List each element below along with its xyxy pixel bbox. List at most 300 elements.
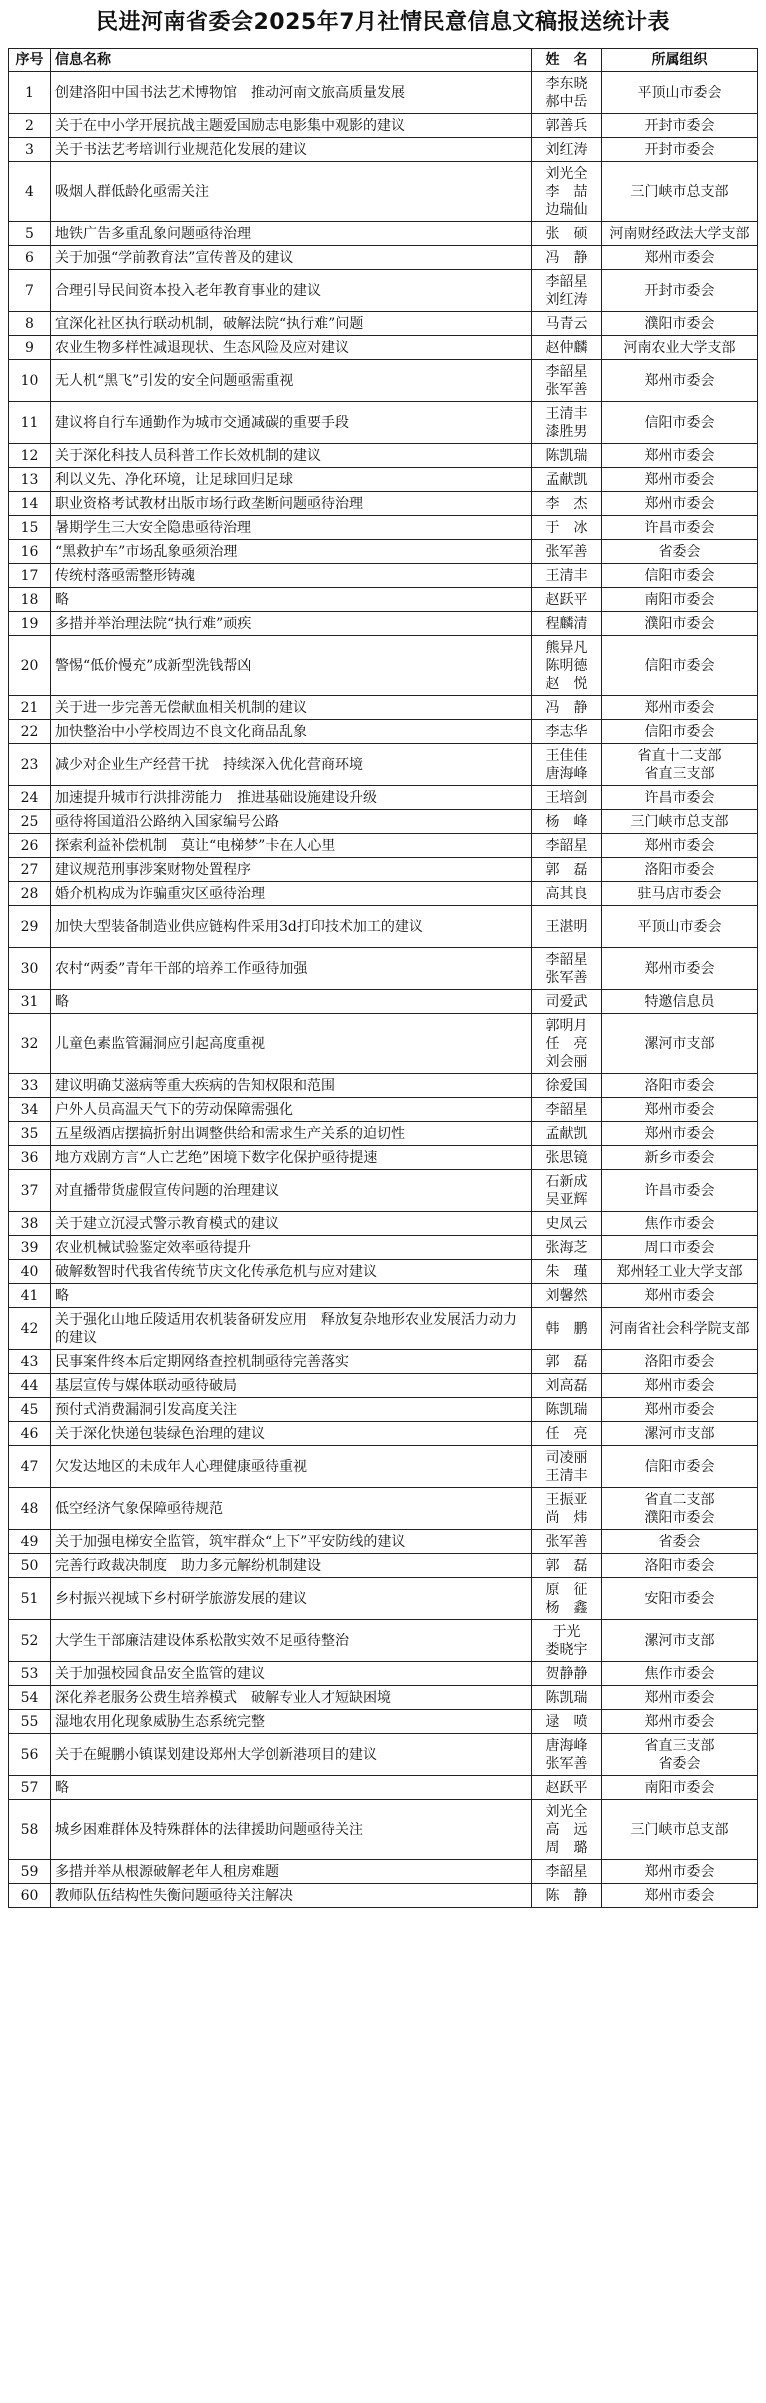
row-name: 李志华 [532, 720, 602, 744]
table-row [9, 990, 758, 1014]
row-name: 张 硕 [532, 222, 602, 246]
row-title: 关于加强“学前教育法”宣传普及的建议 [51, 246, 532, 270]
row-organization: 开封市委会 [602, 114, 758, 138]
row-organization: 漯河市支部 [602, 1620, 758, 1662]
row-organization: 郑州市委会 [602, 246, 758, 270]
row-number: 52 [9, 1620, 51, 1662]
row-name: 孟献凯 [532, 1122, 602, 1146]
row-title: 关于在鲲鹏小镇谋划建设郑州大学创新港项目的建议 [51, 1734, 532, 1776]
row-name: 于光 娄晓宇 [532, 1620, 602, 1662]
row-name: 王清丰 [532, 564, 602, 588]
row-name: 郭 磊 [532, 1554, 602, 1578]
table-row [9, 1260, 758, 1284]
table-row [9, 1422, 758, 1446]
table-row [9, 696, 758, 720]
row-name: 高其良 [532, 882, 602, 906]
table-row [9, 444, 758, 468]
row-name: 程麟清 [532, 612, 602, 636]
row-organization: 郑州市委会 [602, 834, 758, 858]
row-organization: 省直二支部 濮阳市委会 [602, 1488, 758, 1530]
row-name: 马青云 [532, 312, 602, 336]
row-number: 30 [9, 948, 51, 990]
table-row [9, 138, 758, 162]
row-organization: 漯河市支部 [602, 1422, 758, 1446]
table-row [9, 540, 758, 564]
row-organization: 郑州市委会 [602, 468, 758, 492]
row-number: 13 [9, 468, 51, 492]
table-row [9, 270, 758, 312]
row-name: 郭 磊 [532, 1350, 602, 1374]
row-organization: 河南农业大学支部 [602, 336, 758, 360]
header-title: 信息名称 [51, 49, 532, 72]
row-title: 略 [51, 990, 532, 1014]
row-organization: 省直十二支部 省直三支部 [602, 744, 758, 786]
row-name: 张军善 [532, 540, 602, 564]
table-row [9, 636, 758, 696]
row-organization: 濮阳市委会 [602, 312, 758, 336]
row-number: 37 [9, 1170, 51, 1212]
row-title: 建议明确艾滋病等重大疾病的告知权限和范围 [51, 1074, 532, 1098]
row-number: 1 [9, 72, 51, 114]
row-number: 15 [9, 516, 51, 540]
row-name: 赵跃平 [532, 1776, 602, 1800]
row-name: 李韶星 张军善 [532, 948, 602, 990]
row-name: 冯 静 [532, 696, 602, 720]
row-title: 低空经济气象保障亟待规范 [51, 1488, 532, 1530]
row-title: 多措并举从根源破解老年人租房难题 [51, 1860, 532, 1884]
row-organization: 郑州市委会 [602, 1398, 758, 1422]
row-title: 农业机械试验鉴定效率亟待提升 [51, 1236, 532, 1260]
row-organization: 许昌市委会 [602, 786, 758, 810]
row-name: 于 冰 [532, 516, 602, 540]
header-organization: 所属组织 [602, 49, 758, 72]
row-name: 任 亮 [532, 1422, 602, 1446]
row-title: 关于书法艺考培训行业规范化发展的建议 [51, 138, 532, 162]
row-title: 略 [51, 588, 532, 612]
row-number: 49 [9, 1530, 51, 1554]
row-title: 关于建立沉浸式警示教育模式的建议 [51, 1212, 532, 1236]
row-number: 22 [9, 720, 51, 744]
table-row [9, 114, 758, 138]
row-organization: 新乡市委会 [602, 1146, 758, 1170]
row-name: 李 杰 [532, 492, 602, 516]
row-title: 婚介机构成为诈骗重灾区亟待治理 [51, 882, 532, 906]
table-row [9, 720, 758, 744]
row-title: 略 [51, 1776, 532, 1800]
table-row [9, 1098, 758, 1122]
row-title: 农村“两委”青年干部的培养工作亟待加强 [51, 948, 532, 990]
row-title: 传统村落亟需整形铸魂 [51, 564, 532, 588]
table-row [9, 246, 758, 270]
row-name: 逯 喷 [532, 1710, 602, 1734]
table-row [9, 882, 758, 906]
row-name: 贺静静 [532, 1662, 602, 1686]
row-title: 农业生物多样性减退现状、生态风险及应对建议 [51, 336, 532, 360]
row-name: 李韶星 [532, 1860, 602, 1884]
row-organization: 洛阳市委会 [602, 858, 758, 882]
table-row [9, 360, 758, 402]
row-title: 儿童色素监管漏洞应引起高度重视 [51, 1014, 532, 1074]
table-row [9, 516, 758, 540]
row-number: 50 [9, 1554, 51, 1578]
row-title: 乡村振兴视域下乡村研学旅游发展的建议 [51, 1578, 532, 1620]
row-organization: 三门峡市总支部 [602, 810, 758, 834]
row-organization: 安阳市委会 [602, 1578, 758, 1620]
row-title: 亟待将国道沿公路纳入国家编号公路 [51, 810, 532, 834]
row-organization: 漯河市支部 [602, 1014, 758, 1074]
table-row [9, 1776, 758, 1800]
row-organization: 三门峡市总支部 [602, 1800, 758, 1860]
table-row [9, 1398, 758, 1422]
row-title: 关于加强校园食品安全监管的建议 [51, 1662, 532, 1686]
table-row [9, 72, 758, 114]
table-row [9, 564, 758, 588]
row-title: 湿地农用化现象威胁生态系统完整 [51, 1710, 532, 1734]
row-organization: 郑州市委会 [602, 1284, 758, 1308]
row-title: 利以义先、净化环境，让足球回归足球 [51, 468, 532, 492]
row-number: 31 [9, 990, 51, 1014]
row-title: 地铁广告多重乱象问题亟待治理 [51, 222, 532, 246]
row-organization: 信阳市委会 [602, 402, 758, 444]
row-organization: 信阳市委会 [602, 636, 758, 696]
row-title: 关于进一步完善无偿献血相关机制的建议 [51, 696, 532, 720]
row-title: 加快大型装备制造业供应链构件采用3d打印技术加工的建议 [51, 906, 532, 948]
row-number: 2 [9, 114, 51, 138]
row-number: 7 [9, 270, 51, 312]
row-number: 3 [9, 138, 51, 162]
table-row [9, 492, 758, 516]
row-name: 刘光全 高 远 周 璐 [532, 1800, 602, 1860]
row-number: 25 [9, 810, 51, 834]
row-title: 完善行政裁决制度 助力多元解纷机制建设 [51, 1554, 532, 1578]
row-title: 建议将自行车通勤作为城市交通减碳的重要手段 [51, 402, 532, 444]
row-number: 60 [9, 1884, 51, 1908]
row-name: 刘红涛 [532, 138, 602, 162]
row-organization: 信阳市委会 [602, 1446, 758, 1488]
row-name: 张海芝 [532, 1236, 602, 1260]
row-number: 6 [9, 246, 51, 270]
table-row [9, 1014, 758, 1074]
row-title: 大学生干部廉洁建设体系松散实效不足亟待整治 [51, 1620, 532, 1662]
row-name: 韩 鹏 [532, 1308, 602, 1350]
row-number: 26 [9, 834, 51, 858]
row-number: 55 [9, 1710, 51, 1734]
table-row [9, 1122, 758, 1146]
row-number: 18 [9, 588, 51, 612]
row-organization: 郑州市委会 [602, 444, 758, 468]
row-title: 无人机“黑飞”引发的安全问题亟需重视 [51, 360, 532, 402]
table-row [9, 1146, 758, 1170]
row-name: 刘馨然 [532, 1284, 602, 1308]
row-organization: 平顶山市委会 [602, 72, 758, 114]
table-body [9, 72, 758, 1908]
row-number: 42 [9, 1308, 51, 1350]
row-name: 李韶星 [532, 834, 602, 858]
table-row [9, 1578, 758, 1620]
row-number: 19 [9, 612, 51, 636]
row-organization: 驻马店市委会 [602, 882, 758, 906]
row-number: 29 [9, 906, 51, 948]
row-title: 多措并举治理法院“执行难”顽疾 [51, 612, 532, 636]
row-organization: 郑州市委会 [602, 360, 758, 402]
row-name: 赵仲麟 [532, 336, 602, 360]
row-name: 赵跃平 [532, 588, 602, 612]
row-number: 46 [9, 1422, 51, 1446]
table-row [9, 468, 758, 492]
table-row [9, 858, 758, 882]
document-title: 民进河南省委会2025年7月社情民意信息文稿报送统计表 [95, 10, 671, 35]
table-row [9, 1800, 758, 1860]
row-number: 34 [9, 1098, 51, 1122]
row-organization: 洛阳市委会 [602, 1074, 758, 1098]
row-organization: 郑州轻工业大学支部 [602, 1260, 758, 1284]
row-number: 58 [9, 1800, 51, 1860]
row-number: 44 [9, 1374, 51, 1398]
row-number: 33 [9, 1074, 51, 1098]
row-title: 教师队伍结构性失衡问题亟待关注解决 [51, 1884, 532, 1908]
row-organization: 郑州市委会 [602, 1098, 758, 1122]
row-name: 张军善 [532, 1530, 602, 1554]
row-name: 熊异凡 陈明德 赵 悦 [532, 636, 602, 696]
row-number: 28 [9, 882, 51, 906]
row-organization: 信阳市委会 [602, 720, 758, 744]
row-organization: 南阳市委会 [602, 1776, 758, 1800]
row-title: 户外人员高温天气下的劳动保障需强化 [51, 1098, 532, 1122]
row-title: 关于强化山地丘陵适用农机装备研发应用 释放复杂地形农业发展活力动力的建议 [51, 1308, 532, 1350]
row-number: 56 [9, 1734, 51, 1776]
row-name: 张思镜 [532, 1146, 602, 1170]
table-row [9, 1860, 758, 1884]
row-number: 27 [9, 858, 51, 882]
table-row [9, 1212, 758, 1236]
table-row [9, 1884, 758, 1908]
row-organization: 许昌市委会 [602, 1170, 758, 1212]
statistics-table [8, 48, 758, 1908]
row-name: 司爱武 [532, 990, 602, 1014]
row-number: 21 [9, 696, 51, 720]
row-organization: 郑州市委会 [602, 1686, 758, 1710]
row-name: 刘光全 李 喆 边瑞仙 [532, 162, 602, 222]
table-row [9, 744, 758, 786]
row-name: 史凤云 [532, 1212, 602, 1236]
row-name: 冯 静 [532, 246, 602, 270]
row-title: 职业资格考试教材出版市场行政垄断问题亟待治理 [51, 492, 532, 516]
row-name: 石新成 吴亚辉 [532, 1170, 602, 1212]
row-name: 王清丰 漆胜男 [532, 402, 602, 444]
row-organization: 焦作市委会 [602, 1212, 758, 1236]
row-number: 54 [9, 1686, 51, 1710]
table-row [9, 1662, 758, 1686]
row-organization: 南阳市委会 [602, 588, 758, 612]
row-name: 陈凯瑞 [532, 1398, 602, 1422]
row-name: 王振亚 尚 炜 [532, 1488, 602, 1530]
row-title: 关于加强电梯安全监管，筑牢群众“上下”平安防线的建议 [51, 1530, 532, 1554]
table-row [9, 1350, 758, 1374]
row-title: 深化养老服务公费生培养模式 破解专业人才短缺困境 [51, 1686, 532, 1710]
row-title: 地方戏剧方言“人亡艺绝”困境下数字化保护亟待提速 [51, 1146, 532, 1170]
table-row [9, 1734, 758, 1776]
table-row [9, 948, 758, 990]
row-organization: 郑州市委会 [602, 1860, 758, 1884]
row-number: 47 [9, 1446, 51, 1488]
row-name: 原 征 杨 鑫 [532, 1578, 602, 1620]
row-number: 17 [9, 564, 51, 588]
table-row [9, 336, 758, 360]
row-title: 破解数智时代我省传统节庆文化传承危机与应对建议 [51, 1260, 532, 1284]
row-organization: 省委会 [602, 540, 758, 564]
row-number: 36 [9, 1146, 51, 1170]
row-title: 警惕“低价慢充”成新型洗钱帮凶 [51, 636, 532, 696]
row-name: 王湛明 [532, 906, 602, 948]
row-title: 暑期学生三大安全隐患亟待治理 [51, 516, 532, 540]
row-number: 11 [9, 402, 51, 444]
row-organization: 周口市委会 [602, 1236, 758, 1260]
row-organization: 平顶山市委会 [602, 906, 758, 948]
row-organization: 郑州市委会 [602, 492, 758, 516]
row-title: 创建洛阳中国书法艺术博物馆 推动河南文旅高质量发展 [51, 72, 532, 114]
row-number: 39 [9, 1236, 51, 1260]
table-row [9, 1236, 758, 1260]
row-name: 李韶星 [532, 1098, 602, 1122]
row-number: 45 [9, 1398, 51, 1422]
row-organization: 省直三支部 省委会 [602, 1734, 758, 1776]
row-number: 48 [9, 1488, 51, 1530]
row-organization: 三门峡市总支部 [602, 162, 758, 222]
table-row [9, 1686, 758, 1710]
table-row [9, 1308, 758, 1350]
row-organization: 郑州市委会 [602, 1710, 758, 1734]
row-title: 民事案件终本后定期网络查控机制亟待完善落实 [51, 1350, 532, 1374]
table-row [9, 162, 758, 222]
row-name: 郭明月 任 亮 刘会丽 [532, 1014, 602, 1074]
row-number: 12 [9, 444, 51, 468]
row-organization: 开封市委会 [602, 270, 758, 312]
row-title: 加快整治中小学校周边不良文化商品乱象 [51, 720, 532, 744]
row-name: 朱 瑾 [532, 1260, 602, 1284]
table-row [9, 786, 758, 810]
row-title: 略 [51, 1284, 532, 1308]
row-number: 20 [9, 636, 51, 696]
row-title: 吸烟人群低龄化亟需关注 [51, 162, 532, 222]
row-organization: 省委会 [602, 1530, 758, 1554]
table-row [9, 612, 758, 636]
row-organization: 郑州市委会 [602, 696, 758, 720]
row-name: 司凌丽 王清丰 [532, 1446, 602, 1488]
row-organization: 洛阳市委会 [602, 1350, 758, 1374]
row-organization: 许昌市委会 [602, 516, 758, 540]
row-organization: 特邀信息员 [602, 990, 758, 1014]
row-title: 基层宣传与媒体联动亟待破局 [51, 1374, 532, 1398]
row-title: 合理引导民间资本投入老年教育事业的建议 [51, 270, 532, 312]
row-title: 预付式消费漏洞引发高度关注 [51, 1398, 532, 1422]
table-row [9, 1074, 758, 1098]
row-organization: 郑州市委会 [602, 1884, 758, 1908]
row-number: 41 [9, 1284, 51, 1308]
row-title: 探索利益补偿机制 莫让“电梯梦”卡在人心里 [51, 834, 532, 858]
row-name: 陈凯瑞 [532, 444, 602, 468]
row-number: 16 [9, 540, 51, 564]
row-name: 王佳佳 唐海峰 [532, 744, 602, 786]
row-number: 32 [9, 1014, 51, 1074]
table-row [9, 1530, 758, 1554]
table-row [9, 1446, 758, 1488]
row-organization: 郑州市委会 [602, 1122, 758, 1146]
row-name: 李东晓 郝中岳 [532, 72, 602, 114]
row-organization: 洛阳市委会 [602, 1554, 758, 1578]
row-number: 51 [9, 1578, 51, 1620]
row-organization: 信阳市委会 [602, 564, 758, 588]
row-name: 孟献凯 [532, 468, 602, 492]
row-name: 唐海峰 张军善 [532, 1734, 602, 1776]
row-name: 李韶星 刘红涛 [532, 270, 602, 312]
table-row [9, 810, 758, 834]
row-organization: 濮阳市委会 [602, 612, 758, 636]
table-row [9, 1554, 758, 1578]
table-row [9, 1170, 758, 1212]
row-organization: 河南财经政法大学支部 [602, 222, 758, 246]
row-number: 10 [9, 360, 51, 402]
row-title: 加速提升城市行洪排涝能力 推进基础设施建设升级 [51, 786, 532, 810]
row-organization: 郑州市委会 [602, 1374, 758, 1398]
row-title: 减少对企业生产经营干扰 持续深入优化营商环境 [51, 744, 532, 786]
table-row [9, 222, 758, 246]
row-name: 杨 峰 [532, 810, 602, 834]
row-number: 9 [9, 336, 51, 360]
row-number: 53 [9, 1662, 51, 1686]
row-name: 徐爱国 [532, 1074, 602, 1098]
row-organization: 郑州市委会 [602, 948, 758, 990]
table-row [9, 1488, 758, 1530]
table-row [9, 1284, 758, 1308]
row-number: 23 [9, 744, 51, 786]
row-number: 8 [9, 312, 51, 336]
row-title: 关于深化科技人员科普工作长效机制的建议 [51, 444, 532, 468]
row-number: 4 [9, 162, 51, 222]
row-organization: 开封市委会 [602, 138, 758, 162]
row-number: 40 [9, 1260, 51, 1284]
row-title: 对直播带货虚假宣传问题的治理建议 [51, 1170, 532, 1212]
table-row [9, 312, 758, 336]
header-name: 姓 名 [532, 49, 602, 72]
header-number: 序号 [9, 49, 51, 72]
row-name: 刘高磊 [532, 1374, 602, 1398]
row-name: 李韶星 张军善 [532, 360, 602, 402]
row-number: 43 [9, 1350, 51, 1374]
table-row [9, 1710, 758, 1734]
table-row [9, 1620, 758, 1662]
row-number: 14 [9, 492, 51, 516]
table-row [9, 906, 758, 948]
table-row [9, 1374, 758, 1398]
table-row [9, 402, 758, 444]
row-title: 城乡困难群体及特殊群体的法律援助问题亟待关注 [51, 1800, 532, 1860]
row-number: 5 [9, 222, 51, 246]
row-title: 宜深化社区执行联动机制，破解法院“执行难”问题 [51, 312, 532, 336]
row-organization: 河南省社会科学院支部 [602, 1308, 758, 1350]
row-title: 欠发达地区的未成年人心理健康亟待重视 [51, 1446, 532, 1488]
row-number: 35 [9, 1122, 51, 1146]
row-number: 38 [9, 1212, 51, 1236]
row-number: 24 [9, 786, 51, 810]
row-title: 关于深化快递包装绿色治理的建议 [51, 1422, 532, 1446]
row-name: 郭 磊 [532, 858, 602, 882]
table-row [9, 588, 758, 612]
row-title: 关于在中小学开展抗战主题爱国励志电影集中观影的建议 [51, 114, 532, 138]
header-row [9, 49, 758, 72]
row-title: 五星级酒店摆搞折射出调整供给和需求生产关系的迫切性 [51, 1122, 532, 1146]
row-title: 建议规范刑事涉案财物处置程序 [51, 858, 532, 882]
row-name: 陈凯瑞 [532, 1686, 602, 1710]
